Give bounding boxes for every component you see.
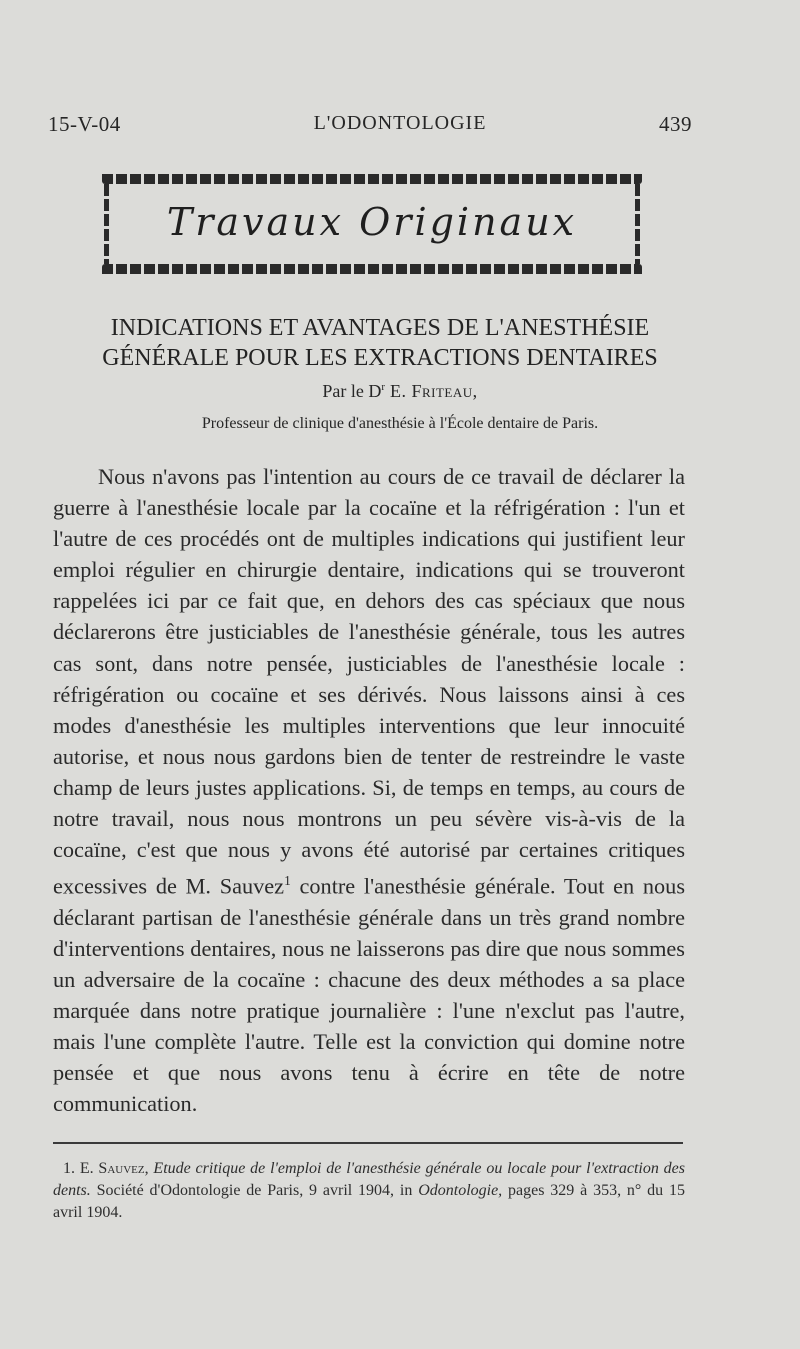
footnote-ref: 1 [284,873,291,889]
page-number: 439 [659,112,692,136]
body-paragraph [53,461,685,1119]
footnote-journal: Odontologie, [418,1182,503,1199]
banner-border-top [102,174,642,184]
author-name: E. Friteau, [384,381,478,401]
body-text-part-2: contre l'anesthésie générale. Tout en nous déclarant partisan de l'anesthésie générale dans un très grand nombre d'interventions dentaires, nous ne laisserons pas dire que nous sommes un adversaire de la cocaïne : chacune des deux méthodes a sa place marquée dans notre pratique journalière : l'une n'exclut pas l'autre, mais l'une complète l'autre. Telle est la conviction qui domine notre pensée et que nous avons tenu à écrire en tête de notre communication. [53,873,686,1117]
byline-prefix: Par le D [322,381,382,401]
section-title: Travaux Originaux [166,200,578,244]
footnote-pages: pages 329 à 353, n° du 15 avril 1904. [53,1182,685,1221]
article-body [53,461,685,1119]
byline-sup: r [381,381,385,393]
article-title: INDICATIONS ET AVANTAGES DE L'ANESTHÉSIE GÉNÉRALE POUR LES EXTRACTIONS DENTAIRES [102,315,658,371]
footnote-divider [53,1142,683,1144]
issue-date: 15-V-04 [48,112,121,136]
footnote [53,1158,685,1224]
byline [0,381,800,402]
author-affiliation: Professeur de clinique d'anesthésie à l'École dentaire de Paris. [201,415,599,432]
footnote-work-title: Etude critique de l'emploi de l'anesthésie générale ou locale pour l'extraction des dents. [53,1160,686,1199]
running-head [0,112,800,142]
footnote-author: E. Sauvez, [79,1160,149,1177]
footnote-number: 1. [63,1160,75,1177]
body-text-part-1: Nous n'avons pas l'intention au cours de ce travail de déclarer la guerre à l'anesthésie locale par la cocaïne et la réfrigération : l'un et l'autre de ces procédés ont de multiples indications qui justifient leur emploi régulier en chirurgie dentaire, indications qui se trouveront rappelées ici par ce fait que, en dehors des cas spéciaux que nous déclarerons être justiciables de l'anesthésie générale, tous les autres cas sont, dans notre pensée, justiciables de l'anesthésie locale : réfrigération ou cocaïne et ses dérivés. Nous laissons ainsi à ces modes d'anesthésie les multiples interventions que leur innocuité autorise, et nous nous gardons bien de tenter de restreindre le vaste champ de leurs justes applications. Si, de temps en temps, au cours de notre travail, nous nous montrons un peu sévère vis-à-vis de la cocaïne, c'est que nous y avons été autorisé par certaines critiques excessives de M. Sauvez [53,464,685,899]
banner-border-bottom [102,264,642,274]
journal-name: L'ODONTOLOGIE [313,112,487,134]
section-banner [102,174,642,274]
footnote-details: Société d'Odontologie de Paris, 9 avril 1904, in [90,1182,419,1199]
